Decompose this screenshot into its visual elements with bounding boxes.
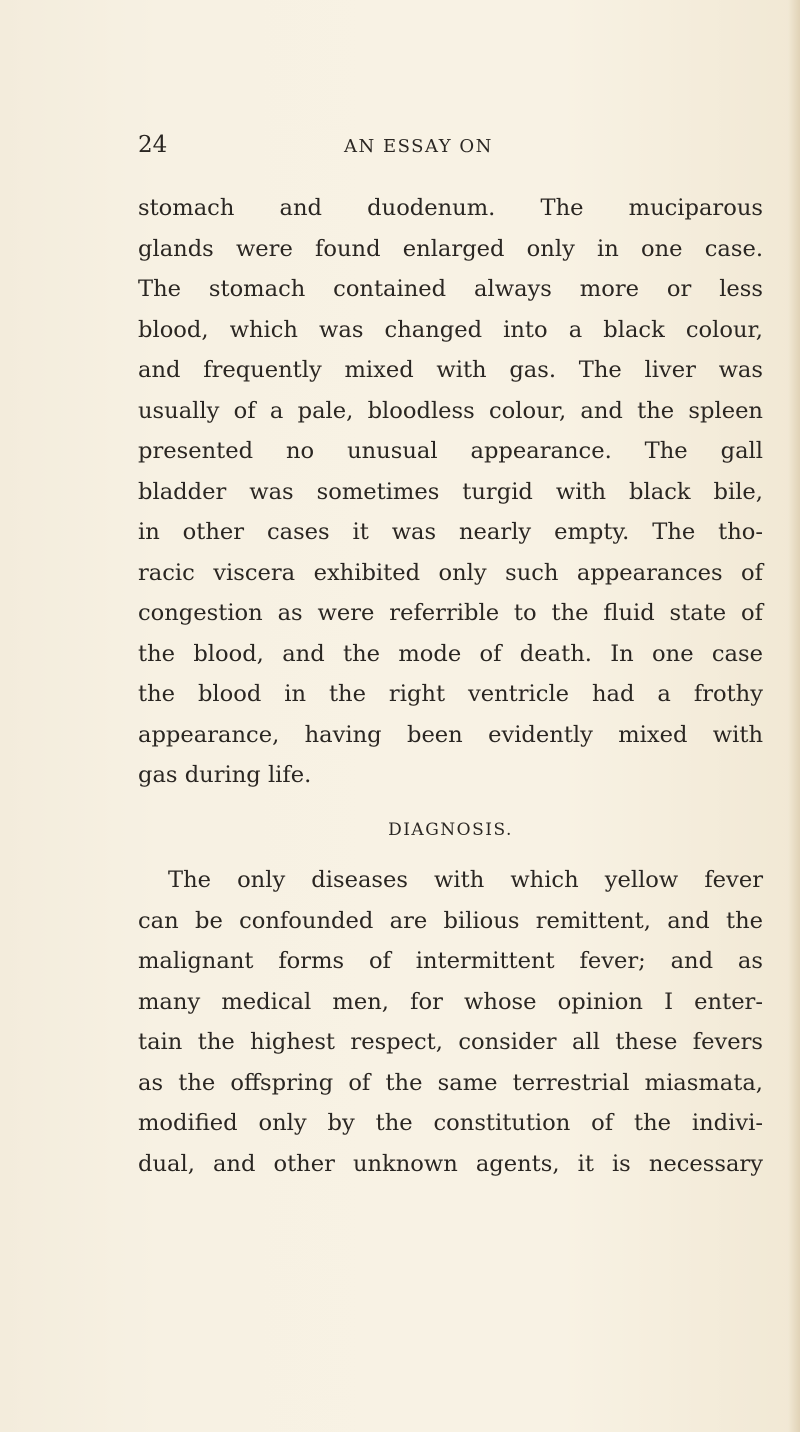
text-line: the blood in the right ventricle had a frothy — [138, 681, 763, 707]
paragraph-2 — [138, 860, 763, 1184]
text-line: blood, which was changed into a black colour, — [138, 316, 763, 343]
section-heading: DIAGNOSIS. — [388, 819, 513, 840]
text-line: dual, and other unknown agents, it is necessary — [138, 1150, 763, 1177]
page-edge-shadow — [788, 0, 800, 1432]
text-line: can be confounded are bilious remittent, and the — [138, 907, 763, 934]
page-header — [138, 132, 778, 168]
text-line: and frequently mixed with gas. The liver was — [138, 357, 763, 383]
text-line: many medical men, for whose opinion I enter- — [138, 988, 763, 1015]
text-line: congestion as were referrible to the fluid state of — [138, 600, 763, 626]
text-line: the blood, and the mode of death. In one case — [138, 640, 763, 667]
text-line: glands were found enlarged only in one case. — [138, 235, 763, 262]
page-number: 24 — [138, 132, 168, 158]
text-line: as the offspring of the same terrestrial miasmata, — [138, 1069, 763, 1096]
text-line: malignant forms of intermittent fever; and as — [138, 948, 763, 974]
running-head: AN ESSAY ON — [344, 136, 493, 157]
text-line: gas during life. — [138, 762, 312, 788]
text-line: presented no unusual appearance. The gall — [138, 438, 763, 464]
paragraph-1 — [138, 188, 763, 796]
text-line: appearance, having been evidently mixed with — [138, 721, 763, 748]
text-line: The only diseases with which yellow fever — [168, 867, 763, 893]
text-line: usually of a pale, bloodless colour, and the spleen — [138, 397, 763, 424]
text-line: The stomach contained always more or less — [138, 276, 763, 302]
text-line: modified only by the constitution of the indivi- — [138, 1110, 763, 1136]
body-text — [138, 188, 763, 1184]
text-line: in other cases it was nearly empty. The tho- — [138, 519, 763, 545]
text-line: bladder was sometimes turgid with black bile, — [138, 478, 763, 505]
text-line: stomach and duodenum. The muciparous — [138, 195, 763, 221]
text-line: racic viscera exhibited only such appearances of — [138, 559, 763, 586]
text-line: tain the highest respect, consider all these fevers — [138, 1029, 763, 1055]
